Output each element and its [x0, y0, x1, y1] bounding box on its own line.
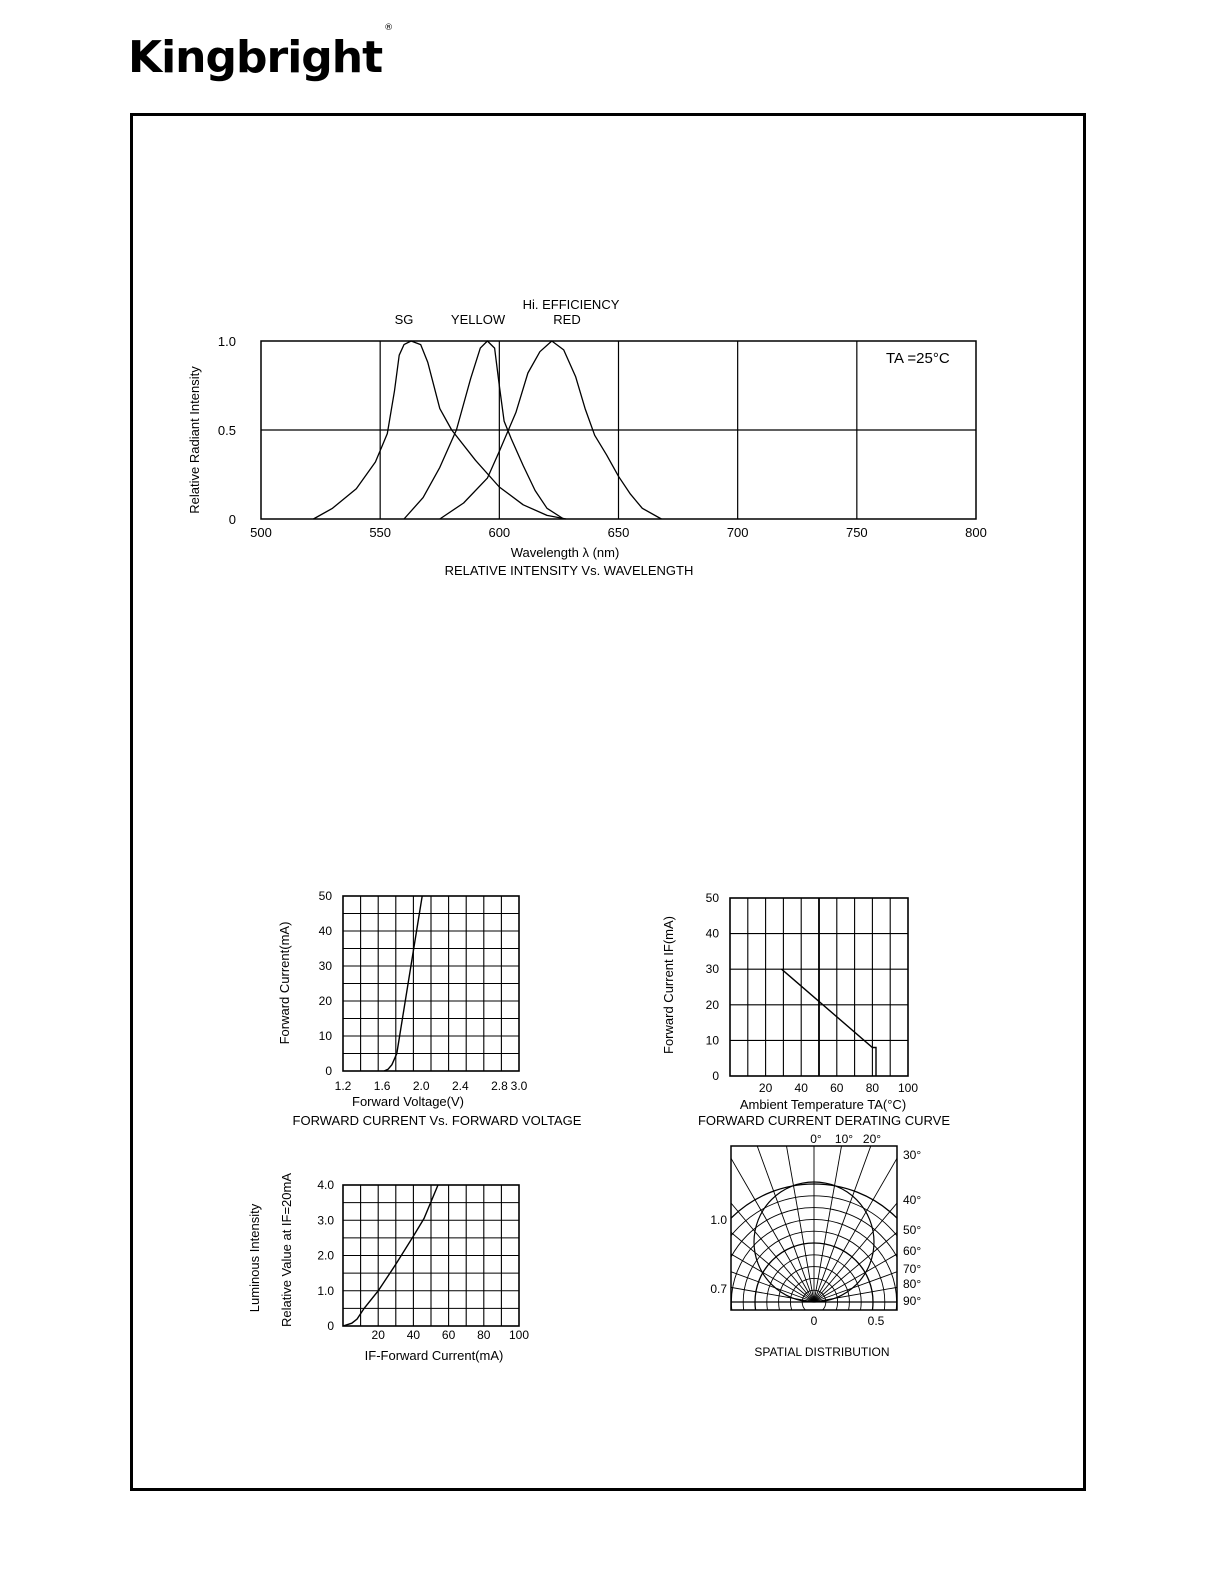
y-tick-label: 0: [327, 1319, 334, 1333]
x-tick-label: 60: [830, 1081, 844, 1095]
y-tick-label: 50: [705, 891, 719, 905]
y-tick-label: 40: [705, 926, 719, 941]
x-tick-label: 650: [607, 525, 630, 540]
angle-label-side: 50°: [903, 1223, 922, 1237]
y-tick-label: 0.5: [217, 423, 236, 438]
x-tick-label: 600: [488, 525, 511, 540]
chart-title: FORWARD CURRENT Vs. FORWARD VOLTAGE: [292, 1113, 582, 1128]
x-axis-label: Ambient Temperature TA(°C): [739, 1097, 907, 1112]
series-label-red-line2: RED: [553, 312, 581, 327]
x-label: 0.5: [867, 1314, 885, 1328]
x-tick-label: 80: [477, 1328, 491, 1342]
y-tick-label: 40: [318, 924, 332, 938]
x-axis-label: Forward Voltage(V): [352, 1094, 464, 1109]
x-tick-label: 700: [726, 525, 749, 540]
x-tick-label: 2.0: [412, 1079, 430, 1093]
angle-label-top: 20°: [862, 1132, 882, 1146]
y-tick-label: 30: [705, 962, 719, 977]
angle-label-side: 70°: [903, 1262, 922, 1276]
y-tick-label: 20: [318, 994, 332, 1008]
x-axis-label: Wavelength λ (nm): [510, 545, 620, 560]
y-tick-label: 4.0: [317, 1178, 334, 1192]
angle-label-side: 60°: [903, 1244, 922, 1258]
x-tick-label: 1.6: [373, 1079, 391, 1093]
angle-label-top: 10°: [834, 1132, 854, 1146]
y-tick-label: 3.0: [317, 1213, 334, 1228]
y-axis-label: Relative Radiant Intensity: [187, 366, 202, 514]
radius-label: 1.0: [710, 1213, 727, 1227]
y-tick-label: 1.0: [217, 334, 236, 349]
registered-mark: ®: [384, 23, 393, 34]
x-tick-label: 40: [794, 1081, 808, 1095]
x-tick-label: 80: [865, 1081, 880, 1095]
y-tick-label: 0: [325, 1064, 332, 1078]
temp-annotation: TA =25°C: [886, 350, 950, 367]
angle-label-side: 90°: [903, 1294, 922, 1308]
radius-label: 0.7: [710, 1282, 727, 1296]
angle-label-side: 40°: [903, 1193, 922, 1207]
y-tick-label: 30: [318, 959, 332, 973]
x-tick-label: 2.4: [451, 1079, 469, 1093]
y-axis-label-line1: Luminous Intensity: [247, 1203, 262, 1313]
wavelength-chart: [187, 297, 987, 578]
angle-label-side: 30°: [903, 1148, 922, 1162]
x-tick-label: 800: [965, 525, 987, 540]
derating-chart: [661, 891, 950, 1128]
x-tick-label: 20: [758, 1081, 773, 1095]
y-tick-label: 10: [705, 1033, 719, 1048]
chart-title: FORWARD CURRENT DERATING CURVE: [697, 1113, 951, 1128]
chart-title: RELATIVE INTENSITY Vs. WAVELENGTH: [444, 563, 694, 578]
x-tick-label: 20: [371, 1328, 385, 1342]
forward-voltage-chart: [277, 889, 582, 1128]
x-label: 0: [810, 1314, 818, 1328]
y-tick-label: 2.0: [317, 1248, 334, 1263]
angle-label-side: 80°: [903, 1277, 922, 1291]
x-axis-label: IF-Forward Current(mA): [364, 1348, 504, 1363]
x-tick-label: 2.8: [491, 1079, 508, 1093]
y-tick-label: 0: [228, 512, 236, 527]
series-label-red-line1: Hi. EFFICIENCY: [522, 297, 620, 312]
x-tick-label: 3.0: [510, 1079, 528, 1093]
y-axis-label: Forward Current(mA): [277, 921, 292, 1045]
y-tick-label: 0: [712, 1069, 719, 1083]
luminous-intensity-chart: [247, 1173, 529, 1363]
x-tick-label: 500: [250, 525, 272, 540]
y-tick-label: 50: [318, 889, 332, 903]
chart-title: SPATIAL DISTRIBUTION: [754, 1345, 890, 1359]
x-tick-label: 60: [441, 1328, 456, 1342]
x-tick-label: 1.2: [334, 1079, 352, 1093]
logo-text: Kingbright: [128, 32, 383, 83]
y-tick-label: 1.0: [317, 1283, 334, 1298]
y-axis-label-line2: Relative Value at IF=20mA: [279, 1172, 294, 1328]
y-tick-label: 10: [318, 1029, 332, 1043]
y-tick-label: 20: [705, 997, 719, 1012]
x-tick-label: 550: [369, 525, 392, 540]
x-tick-label: 100: [508, 1328, 530, 1342]
angle-label-top: 0°: [810, 1132, 822, 1146]
spatial-distribution-chart: [625, 1113, 1003, 1420]
x-tick-label: 40: [406, 1328, 421, 1342]
x-tick-label: 750: [845, 525, 868, 540]
series-line: [782, 969, 876, 1076]
y-axis-label: Forward Current IF(mA): [661, 916, 676, 1054]
x-tick-label: 100: [897, 1081, 919, 1095]
series-label-sg: SG: [394, 312, 414, 327]
series-label-yellow: YELLOW: [450, 312, 506, 327]
